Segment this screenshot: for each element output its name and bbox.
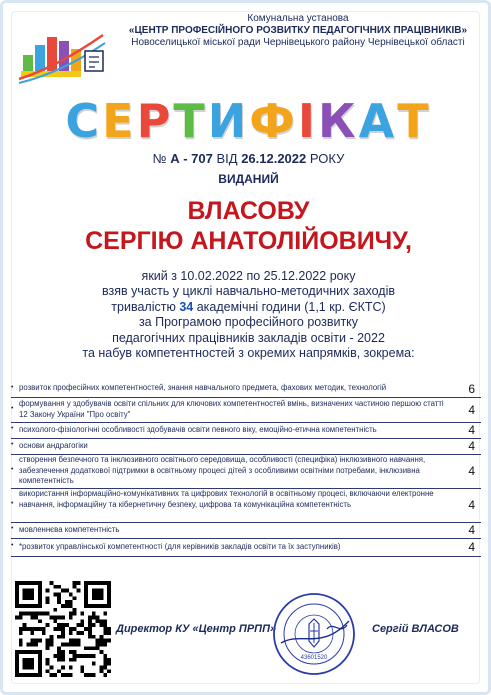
competency-row (11, 488, 481, 523)
competency-row (11, 380, 481, 398)
signer-name: Сергій ВЛАСОВ (372, 623, 459, 635)
bullet-icon: • (11, 542, 14, 549)
org-line-1: Комунальна установа (247, 13, 349, 24)
hours-value: 34 (179, 299, 194, 314)
bullet-icon: • (11, 425, 14, 432)
certificate-body (3, 269, 491, 361)
organization-header (113, 13, 483, 48)
number-date: 26.12.2022 (241, 151, 307, 166)
number-suffix: РОКУ (309, 151, 345, 166)
bullet-icon: • (11, 500, 14, 507)
recipient-name (3, 196, 491, 256)
competency-credits: 4 (468, 402, 475, 417)
number-prefix: № (152, 151, 167, 166)
competency-credits: 4 (468, 464, 475, 478)
competency-text: мовленнєва компетентність (19, 524, 120, 534)
competency-credits: 4 (468, 540, 475, 554)
competency-credits: 4 (468, 423, 475, 437)
bullet-icon: • (11, 404, 14, 412)
competency-credits: 4 (468, 498, 475, 512)
bullet-icon: • (11, 383, 14, 391)
body-line-2: взяв участь у циклі навчально-методичних заходів (102, 284, 395, 299)
competency-text: *розвиток управлінської компетентності (для керівників закладів освіти та їх заступників) (19, 541, 341, 551)
competency-row (11, 538, 481, 557)
title-letter: Т (173, 94, 208, 148)
certificate-number (3, 151, 491, 166)
body-line-4: за Програмою професійного розвитку (138, 315, 359, 330)
competency-credits: 4 (468, 439, 475, 453)
body-line-5: педагогічних працівників закладів освіти - 2022 (112, 330, 385, 345)
competency-text: формування у здобувачів освіти спільних для ключових компетентностей вмінь, визначених частиною першою статті 12 Закону України "Про освіту" (19, 399, 444, 419)
body-line-6: та набув компетентностей з окремих напрямків, зокрема: (82, 346, 415, 361)
director-title: Директор КУ «Центр ПРПП» (116, 623, 277, 635)
bullet-icon: • (11, 466, 14, 473)
organization-logo-icon (17, 27, 109, 89)
title-letter: С (65, 94, 103, 148)
competency-text: основи андрагогіки (19, 440, 88, 450)
number-code: А - 707 (170, 151, 213, 166)
bullet-icon: • (11, 525, 14, 532)
body-line-3-end: академічні години (1,1 кр. ЄКТС) (193, 299, 386, 314)
competency-row (11, 397, 481, 423)
title-letter: Т (397, 94, 432, 148)
body-line-3-start: тривалістю (111, 299, 180, 314)
competency-row (11, 454, 481, 489)
certificate-title (3, 95, 491, 147)
competency-row (11, 438, 481, 455)
title-letter: Ф (249, 94, 298, 148)
competency-row (11, 522, 481, 539)
competency-text: використання інформаційно-комунікативних та цифрових технологій в освітньому процесі, включаючи електронне навчання, інформаційну та кібернетичну безпеку, цифрова та комунікаційна компетентність (19, 489, 434, 509)
body-line-1: який з 10.02.2022 по 25.12.2022 року (141, 269, 356, 283)
competency-text: психолого-фізіологічні особливості здобувачів освіти певного віку, емоційно-етична компетентність (19, 424, 377, 434)
title-letter: І (297, 94, 318, 148)
title-letter: А (358, 94, 398, 148)
title-letter: Р (136, 94, 174, 148)
competency-credits: 4 (468, 523, 475, 537)
issued-label: ВИДАНИЙ (218, 172, 279, 186)
body-line-3 (3, 300, 491, 315)
qr-code-icon (15, 581, 111, 677)
title-letter: И (207, 94, 250, 148)
title-letter: Е (102, 94, 137, 148)
competency-credits: 6 (468, 381, 475, 396)
competency-text: створення безпечного та інклюзивного освітнього середовища, особливості (специфіка) інклюзивного навчання, забезпечення додаткової підтримки в освітньому процесі дітей з особливими освітніми потребами, інклюзивна компетентність (19, 455, 426, 486)
recipient-surname: ВЛАСОВУ (187, 197, 310, 225)
org-line-2: «ЦЕНТР ПРОФЕСІЙНОГО РОЗВИТКУ ПЕДАГОГІЧНИХ ПРАЦІВНИКІВ» (128, 25, 468, 36)
number-mid: ВІД (216, 151, 238, 166)
competency-text: розвиток професійних компетентностей, знання навчального предмета, фахових методик, технологій (19, 383, 387, 393)
recipient-given-names: СЕРГІЮ АНАТОЛІЙОВИЧУ, (85, 227, 412, 255)
bullet-icon: • (11, 441, 14, 448)
org-line-3: Новоселицької міської ради Чернівецького району Чернівецької області (131, 37, 465, 48)
competency-row (11, 422, 481, 439)
official-stamp-icon (271, 591, 357, 677)
title-letter: К (317, 94, 359, 148)
stamp-code: 43601520 (300, 655, 328, 661)
